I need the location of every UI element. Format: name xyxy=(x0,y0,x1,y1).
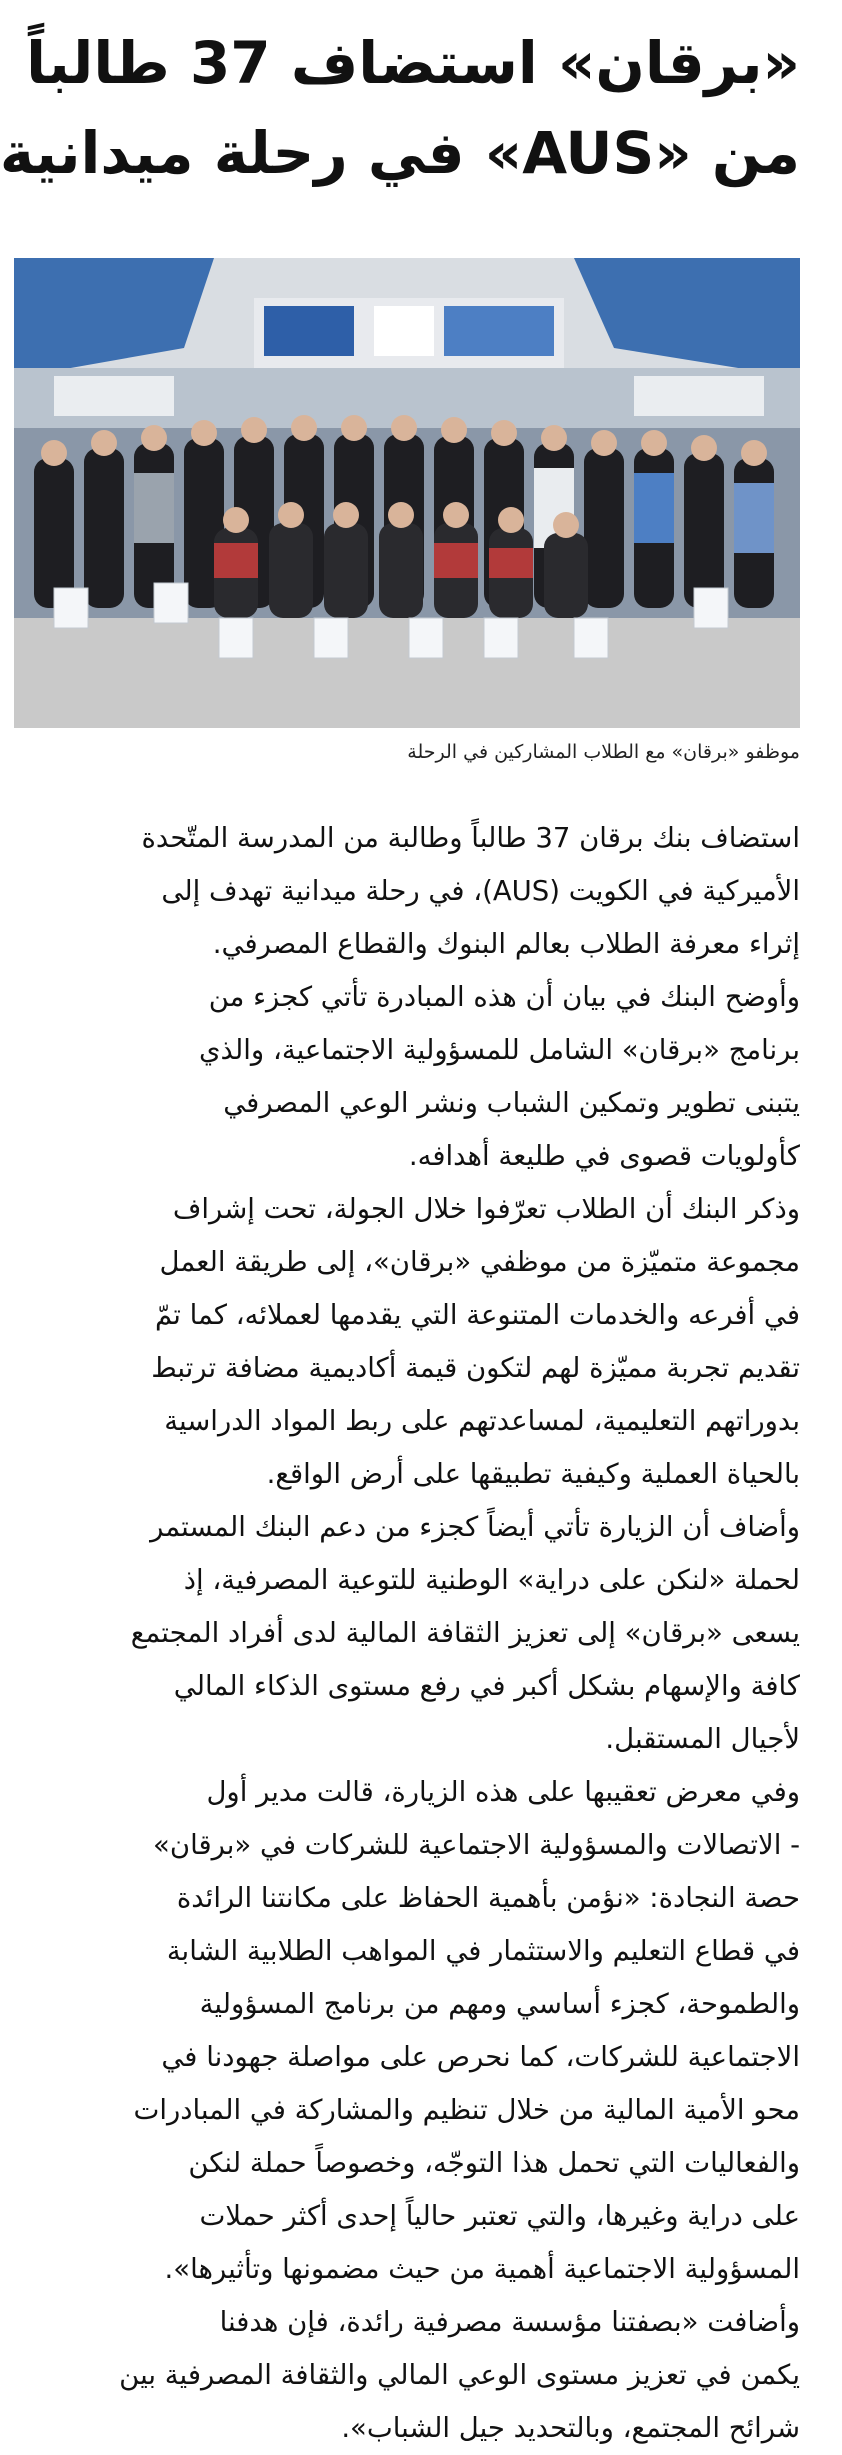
photo-caption: موظفو «برقان» مع الطلاب المشاركين في الرحلة xyxy=(407,741,800,763)
article-body xyxy=(20,812,800,2455)
article-line: يسعى «برقان» إلى تعزيز الثقافة المالية لدى أفراد المجتمع xyxy=(130,1617,800,1649)
article-line: لحملة «لنكن على دراية» الوطنية للتوعية المصرفية، إذ xyxy=(183,1564,800,1596)
article-line: في قطاع التعليم والاستثمار في المواهب الطلابية الشابة xyxy=(166,1935,800,1967)
article-line: برنامج «برقان» الشامل للمسؤولية الاجتماعية، والذي xyxy=(198,1034,800,1066)
headline-line-1: «برقان» استضاف 37 طالباً xyxy=(26,29,800,97)
article-line: والفعاليات التي تحمل هذا التوجّه، وخصوصاً حملة لنكن xyxy=(188,2147,800,2179)
article-line: كأولويات قصوى في طليعة أهدافه. xyxy=(408,1140,800,1172)
article-line: تقديم تجربة مميّزة لهم لتكون قيمة أكاديمية مضافة ترتبط xyxy=(151,1352,800,1384)
article-line: على دراية وغيرها، والتي تعتبر حالياً إحدى أكثر حملات xyxy=(199,2200,800,2232)
article-line: استضاف بنك برقان 37 طالباً وطالبة من المدرسة المتّحدة xyxy=(141,822,800,854)
article-line: حصة النجادة: «نؤمن بأهمية الحفاظ على مكانتنا الرائدة xyxy=(176,1882,800,1914)
article-line: يكمن في تعزيز مستوى الوعي المالي والثقافة المصرفية بين xyxy=(119,2359,800,2391)
article-line: وأضافت «بصفتنا مؤسسة مصرفية رائدة، فإن هدفنا xyxy=(219,2306,800,2338)
article-line: بالحياة العملية وكيفية تطبيقها على أرض الواقع. xyxy=(266,1458,800,1490)
article-line: الاجتماعية للشركات، كما نحرص على مواصلة جهودنا في xyxy=(161,2041,800,2073)
article-line: كافة والإسهام بشكل أكبر في رفع مستوى الذكاء المالي xyxy=(173,1670,800,1702)
article-line: والطموحة، كجزء أساسي ومهم من برنامج المسؤولية xyxy=(199,1988,800,2020)
article-line: الأميركية في الكويت (AUS)، في رحلة ميدانية تهدف إلى xyxy=(161,875,800,907)
article-line: وفي معرض تعقيبها على هذه الزيارة، قالت مدير أول xyxy=(206,1776,800,1808)
article-line: إثراء معرفة الطلاب بعالم البنوك والقطاع المصرفي. xyxy=(212,928,800,960)
article-line: وأضاف أن الزيارة تأتي أيضاً كجزء من دعم البنك المستمر xyxy=(150,1511,800,1543)
article-line: يتبنى تطوير وتمكين الشباب ونشر الوعي المصرفي xyxy=(223,1087,800,1119)
article-line: بدوراتهم التعليمية، لمساعدتهم على ربط المواد الدراسية xyxy=(164,1405,800,1437)
article-line: مجموعة متميّزة من موظفي «برقان»، إلى طريقة العمل xyxy=(159,1246,800,1278)
headline-line-2: من «AUS» في رحلة ميدانية xyxy=(0,119,800,187)
article-line: في أفرعه والخدمات المتنوعة التي يقدمها لعملائه، كما تمّ xyxy=(154,1299,800,1331)
headline xyxy=(0,18,800,198)
group-photo xyxy=(14,258,800,728)
article-line: - الاتصالات والمسؤولية الاجتماعية للشركات في «برقان» xyxy=(153,1829,800,1861)
article-line: وأوضح البنك في بيان أن هذه المبادرة تأتي كجزء من xyxy=(208,981,800,1013)
article-line: وذكر البنك أن الطلاب تعرّفوا خلال الجولة، تحت إشراف xyxy=(172,1193,800,1225)
article-line: شرائح المجتمع، وبالتحديد جيل الشباب». xyxy=(341,2412,800,2444)
group-photo-icon xyxy=(14,258,800,728)
article-line: محو الأمية المالية من خلال تنظيم والمشاركة في المبادرات xyxy=(133,2094,800,2126)
article-line: لأجيال المستقبل. xyxy=(605,1723,800,1755)
article-line: المسؤولية الاجتماعية أهمية من حيث مضمونها وتأثيرها». xyxy=(164,2253,800,2285)
